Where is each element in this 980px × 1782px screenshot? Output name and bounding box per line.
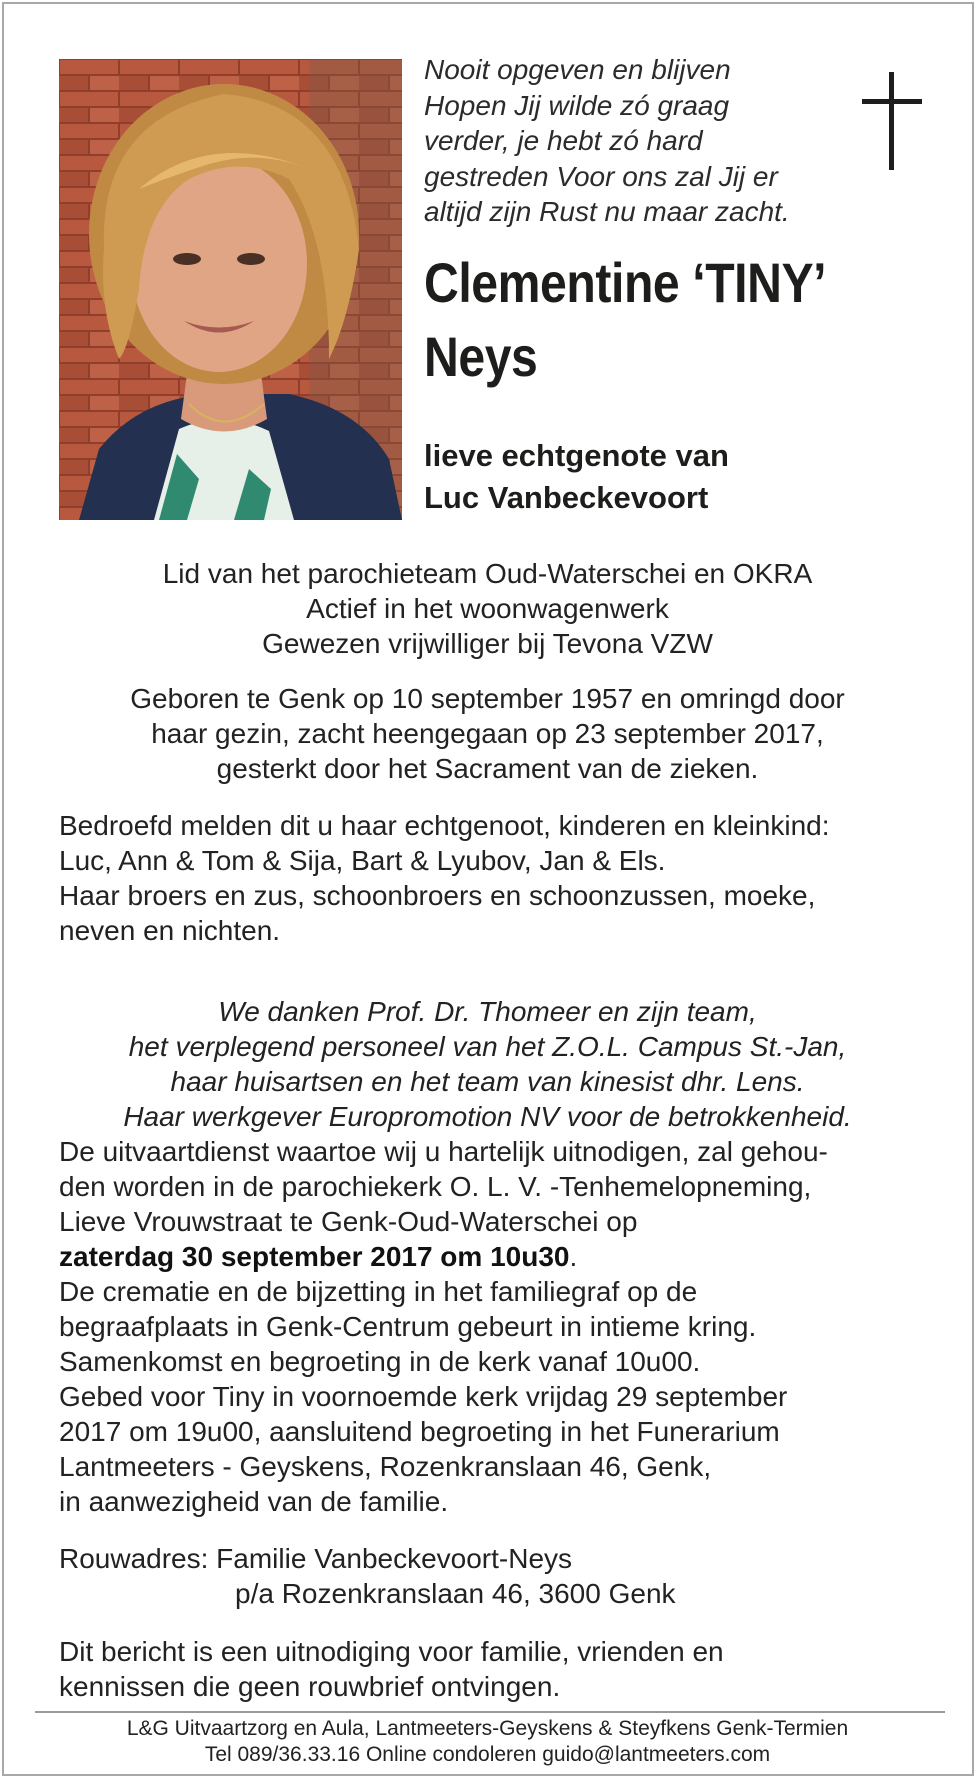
birth-line: haar gezin, zacht heengegaan op 23 september 2017,: [151, 718, 824, 749]
family-line: Haar broers en zus, schoonbroers en schoonzussen, moeke,: [59, 880, 816, 911]
poem-line: Hopen Jij wilde zó graag: [424, 89, 730, 121]
mourning-address: [59, 1541, 939, 1611]
family-section: [59, 808, 939, 948]
name-line-2: Neys: [424, 325, 538, 388]
deceased-name: [424, 246, 888, 394]
funeral-line: begraafplaats in Genk-Centrum gebeurt in intieme kring.: [59, 1311, 757, 1342]
spouse-line: Luc Vanbeckevoort: [424, 480, 709, 515]
funeral-line: Gebed voor Tiny in voornoemde kerk vrijdag 29 september: [59, 1381, 788, 1412]
funeral-line: De uitvaartdienst waartoe wij u hartelijk uitnodigen, zal gehou-: [59, 1136, 828, 1167]
funeral-date-suffix: .: [569, 1241, 578, 1272]
poem-line: Nooit opgeven en blijven: [424, 54, 731, 85]
funeral-line: Lieve Vrouwstraat te Genk-Oud-Waterschei op: [59, 1206, 638, 1237]
thanks-line: We danken Prof. Dr. Thomeer en zijn team,: [218, 996, 757, 1027]
funeral-date-line: [59, 1239, 939, 1274]
latin-cross-icon: [862, 72, 922, 170]
thanks-section: [30, 994, 945, 1134]
name-line-1: Clementine ‘TINY’: [424, 251, 827, 314]
footer-line: L&G Uitvaartzorg en Aula, Lantmeeters-Geyskens & Steyfkens Genk-Termien: [126, 1717, 849, 1740]
funeral-line: De crematie en de bijzetting in het familiegraf op de: [59, 1276, 698, 1307]
funeral-line: in aanwezigheid van de familie.: [59, 1486, 449, 1517]
address-line-2: p/a Rozenkranslaan 46, 3600 Genk: [235, 1578, 676, 1609]
invitation-note: [59, 1634, 939, 1704]
funeral-date: zaterdag 30 september 2017 om 10u30: [59, 1241, 570, 1272]
footer-line: Tel 089/36.33.16 Online condoleren guido@lantmeeters.com: [204, 1743, 771, 1766]
thanks-line: Haar werkgever Europromotion NV voor de betrokkenheid.: [123, 1101, 852, 1132]
address-line-1: Rouwadres: Familie Vanbeckevoort-Neys: [59, 1543, 573, 1574]
roles-section: [30, 556, 945, 661]
birth-line: Geboren te Genk op 10 september 1957 en omringd door: [130, 683, 845, 714]
funeral-section: [59, 1134, 939, 1519]
invitation-line: kennissen die geen rouwbrief ontvingen.: [59, 1671, 561, 1702]
role-line: Lid van het parochieteam Oud-Waterschei en OKRA: [162, 558, 813, 589]
role-line: Gewezen vrijwilliger bij Tevona VZW: [262, 628, 713, 659]
poem-line: verder, je hebt zó hard: [424, 125, 703, 156]
thanks-line: haar huisartsen en het team van kinesist dhr. Lens.: [170, 1066, 805, 1097]
family-line: neven en nichten.: [59, 915, 281, 946]
invitation-line: Dit bericht is een uitnodiging voor familie, vrienden en: [59, 1636, 724, 1667]
funeral-line: Samenkomst en begroeting in de kerk vanaf 10u00.: [59, 1346, 701, 1377]
spouse-line: lieve echtgenote van: [424, 438, 729, 473]
funeral-line: Lantmeeters - Geyskens, Rozenkranslaan 46, Genk,: [59, 1451, 712, 1482]
footer: [30, 1716, 945, 1768]
portrait-photo: [59, 59, 402, 520]
poem: [424, 52, 844, 230]
role-line: Actief in het woonwagenwerk: [306, 593, 669, 624]
birth-section: [30, 681, 945, 786]
poem-line: altijd zijn Rust nu maar zacht.: [424, 196, 790, 227]
funeral-line: 2017 om 19u00, aansluitend begroeting in het Funerarium: [59, 1416, 780, 1447]
family-line: Luc, Ann & Tom & Sija, Bart & Lyubov, Jan & Els.: [59, 845, 666, 876]
poem-line: gestreden Voor ons zal Jij er: [424, 160, 778, 192]
funeral-line: den worden in de parochiekerk O. L. V. -Tenhemelopneming,: [59, 1171, 812, 1202]
footer-divider: [35, 1711, 945, 1713]
birth-line: gesterkt door het Sacrament van de zieken.: [216, 753, 759, 784]
spouse-info: [424, 435, 944, 519]
thanks-line: het verplegend personeel van het Z.O.L. Campus St.-Jan,: [128, 1031, 847, 1062]
portrait-illustration: [59, 59, 402, 520]
family-line: Bedroefd melden dit u haar echtgenoot, kinderen en kleinkind:: [59, 810, 830, 841]
